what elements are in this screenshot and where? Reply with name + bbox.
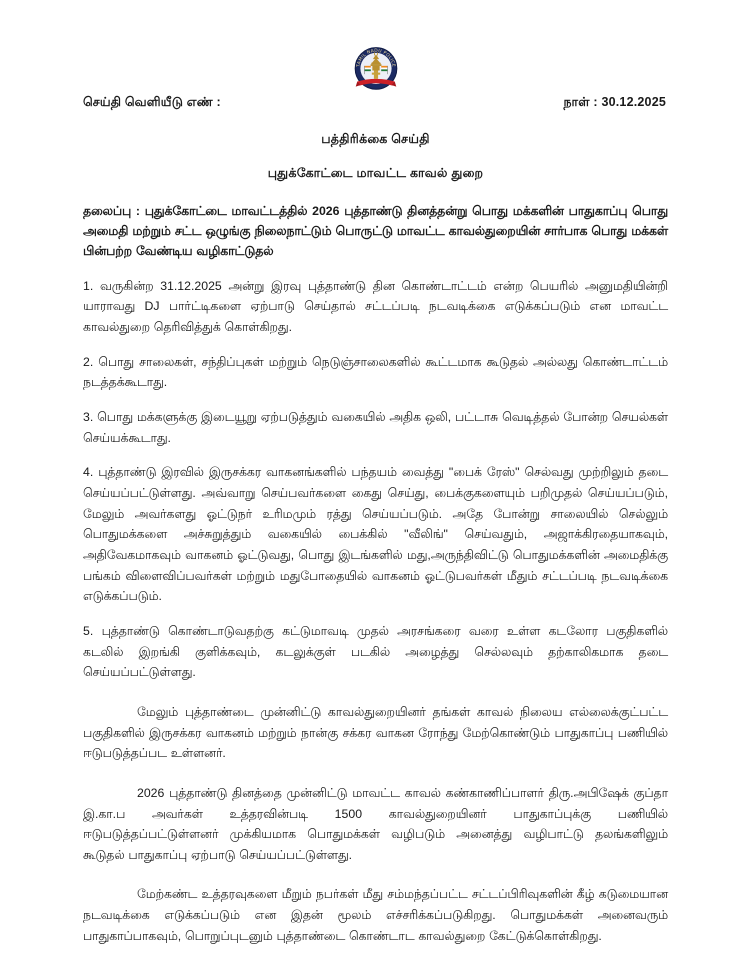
- header-line: [83, 95, 668, 111]
- paragraph-patrol-deployment: மேலும் புத்தாண்டை முன்னிட்டு காவல்துறையினர் தங்கள் காவல் நிலைய எல்லைக்குட்பட்ட பகுதிகளில் இருசக்கர வாகனம் மற்றும் நான்கு சக்கர வாகன ரோந்து மேற்கொண்டும் பாதுகாப்பு பணியில் ஈடுபடுத்தப்பட உள்ளனர்.: [83, 704, 668, 761]
- body-content: [83, 276, 668, 947]
- paragraph-4: 4. புத்தாண்டு இரவில் இருசக்கர வாகனங்களில் பந்தயம் வைத்து "பைக் ரேஸ்" செல்வது முற்றிலும் தடை செய்யப்பட்டுள்ளது. அவ்வாறு செய்பவர்களை கைது செய்து, பைக்குகளையும் பறிமுதல் செய்யப்படும், மேலும் அவர்களது ஓட்டுநர் உரிமமும் ரத்து செய்யப்படும். அதே போன்று சாலையில் செல்லும் பொதுமக்களை அச்சுறுத்தும் வகையில் பைக்கில் "வீலிங்" செய்வதும், அஜாக்கிரதையாகவும், அதிவேகமாகவும் வாகனம் ஓட்டுவது, பொது இடங்களில் மது,அருந்திவிட்டு பொதுமக்களின் அமைதிக்கு பங்கம் விளைவிப்பவர்கள் மற்றும் மதுபோதையில் வாகனம் ஓட்டுபவர்கள் மீதும் சட்டப்படி நடவடிக்கை எடுக்கப்படும்.: [83, 465, 668, 604]
- paragraph-sp-order: 2026 புத்தாண்டு தினத்தை முன்னிட்டு மாவட்ட காவல் கண்காணிப்பாளர் திரு.அபிஷேக் குப்தா இ.கா.ப அவர்கள் உத்தரவின்படி 1500 காவல்துறையினர் பாதுகாப்புக்கு பணியில் ஈடுபடுத்தப்பட்டுள்ளனர் முக்கியமாக பொதுமக்கள் வழிபடும் அனைத்து வழிபாட்டு தலங்களிலும் கூடுதல் பாதுகாப்பு ஏற்பாடு செய்யப்பட்டுள்ளது.: [83, 785, 668, 862]
- tamil-nadu-police-emblem-icon: [350, 44, 402, 96]
- svg-text:TAMIL NADU POLICE: TAMIL NADU POLICE: [355, 48, 396, 68]
- paragraph-2: 2. பொது சாலைகள், சந்திப்புகள் மற்றும் நெடுஞ்சாலைகளில் கூட்டமாக கூடுதல் அல்லது கொண்டாட்டம் நடத்தக்கூடாது.: [83, 354, 668, 390]
- subject-line: தலைப்பு : புதுக்கோட்டை மாவட்டத்தில் 2026 புத்தாண்டு தினத்தன்று பொது மக்களின் பாதுகாப்பு பொது அமைதி மற்றும் சட்ட ஒழுங்கு நிலைநாட்டும் பொருட்டு மாவட்ட காவல்துறையின் சார்பாக பொது மக்கள் பின்பற்ற வேண்டிய வழிகாட்டுதல்: [83, 204, 668, 258]
- release-number-label: செய்தி வெளியீடு எண் :: [83, 95, 221, 109]
- press-release-title: பத்திரிக்கை செய்தி: [321, 132, 430, 146]
- department-title: புதுக்கோட்டை மாவட்ட காவல் துறை: [267, 166, 484, 180]
- paragraph-5: 5. புத்தாண்டு கொண்டாடுவதற்கு கட்டுமாவடி முதல் அரசங்கரை வரை உள்ள கடலோர பகுதிகளில் கடலில் இறங்கி குளிக்கவும், கடலுக்குள் படகில் அழைத்து செல்லவும் தற்காலிகமாக தடை செய்யப்பட்டுள்ளது.: [83, 623, 668, 680]
- release-date: நாள் : 30.12.2025: [563, 95, 666, 109]
- paragraph-3: 3. பொது மக்களுக்கு இடையூறு ஏற்படுத்தும் வகையில் அதிக ஒலி, பட்டாசு வெடித்தல் போன்ற செயல்கள் செய்யக்கூடாது.: [83, 410, 668, 445]
- paragraph-warning: மேற்கண்ட உத்தரவுகளை மீறும் நபர்கள் மீது சம்மந்தப்பட்ட சட்டப்பிரிவுகளின் கீழ் கடுமையான நடவடிக்கை எடுக்கப்படும் என இதன் மூலம் எச்சரிக்கப்படுகிறது. பொதுமக்கள் அனைவரும் பாதுகாப்பாகவும், பொறுப்புடனும் புத்தாண்டை கொண்டாட காவல்துறை கேட்டுக்கொள்கிறது.: [83, 887, 668, 943]
- paragraph-1: 1. வருகின்ற 31.12.2025 அன்று இரவு புத்தாண்டு தின கொண்டாட்டம் என்ற பெயரில் அனுமதியின்றி யாராவது DJ பார்ட்டிகளை ஏற்பாடு செய்தால் சட்டப்படி நடவடிக்கை எடுக்கப்படும் என மாவட்ட காவல்துறை தெரிவித்துக் கொள்கிறது.: [83, 278, 668, 335]
- emblem-row: [83, 44, 668, 98]
